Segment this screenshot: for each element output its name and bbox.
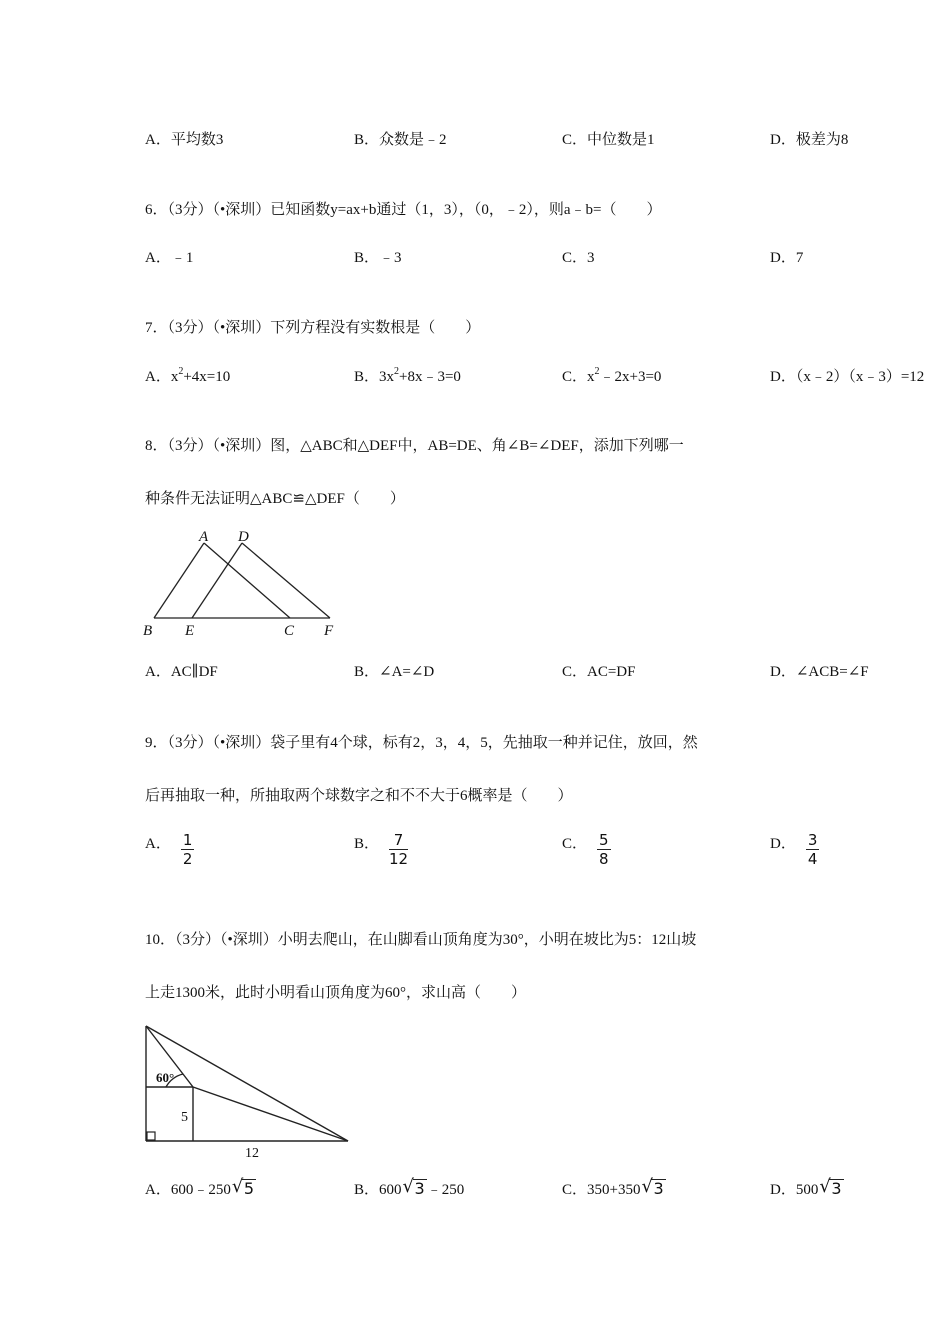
q7-option-b: B．$3x^2+8x﹣3=0$: [354, 366, 461, 385]
q7-stem: 7．（3分）（•深圳）下列方程没有实数根是（ ）: [145, 320, 481, 336]
fraction: $\frac{5}{8}$: [599, 831, 609, 868]
q6-option-b: B．﹣3: [354, 250, 402, 266]
q5-option-b: B．众数是﹣2: [354, 132, 447, 148]
q6-option-a: A．﹣1: [145, 250, 194, 266]
label-a: A: [199, 529, 209, 545]
label-e: E: [185, 623, 195, 639]
q8-option-c: C．AC=DF: [562, 664, 636, 680]
q9-option-b: B． $\frac{7}{12}$: [354, 831, 409, 868]
q9-option-c: C． $\frac{5}{8}$: [562, 831, 609, 868]
q10-stem-line2: 上走1300米，此时小明看山顶角度为60°，求山高（ ）: [145, 985, 527, 1001]
radical: √ 5: [231, 1176, 255, 1198]
q5-option-c: C．中位数是1: [562, 132, 655, 148]
q10-option-a: A．600﹣250 √ 5: [145, 1176, 255, 1198]
label-d: D: [238, 529, 249, 545]
q10-option-d: D．500 √ 3: [770, 1176, 842, 1198]
fraction: $\frac{3}{4}$: [807, 831, 818, 868]
q8-option-d: D．∠ACB=∠F: [770, 664, 869, 680]
q6-stem: 6．（3分）（•深圳）已知函数y=ax+b通过（1，3），（0，﹣2），则a﹣b=（ ）: [145, 202, 662, 218]
radical: √ 3: [402, 1176, 425, 1198]
label-b: B: [143, 623, 153, 639]
q6-option-d: D．7: [770, 250, 804, 266]
q10-option-c: C．350+350 √ 3: [562, 1176, 664, 1198]
q8-option-b: B．∠A=∠D: [354, 664, 435, 680]
q10-stem-line1: 10．（3分）（•深圳）小明去爬山，在山脚看山顶角度为30°，小明在坡比为5：12山坡: [145, 932, 697, 948]
q7-option-a: A．$x^2+4x=10$: [145, 366, 231, 385]
q10-mountain-figure: [140, 1020, 360, 1165]
q9-stem-line1: 9．（3分）（•深圳）袋子里有4个球，标有2，3，4，5，先抽取一种并记住，放回，然: [145, 735, 698, 751]
q8-option-a: A．AC∥DF: [145, 664, 218, 680]
q9-option-a: A． $\frac{1}{2}$: [145, 831, 193, 868]
q9-option-d: D． $\frac{3}{4}$: [770, 831, 818, 868]
q6-option-c: C．3: [562, 250, 595, 266]
q5-option-a: A．平均数3: [145, 132, 224, 148]
fraction: $\frac{1}{2}$: [182, 831, 193, 868]
radical: √ 3: [641, 1176, 664, 1198]
q9-stem-line2: 后再抽取一种，所抽取两个球数字之和不不大于6概率是（ ）: [145, 788, 573, 804]
q7-option-c: C．$x^2﹣2x+3=0$: [562, 366, 662, 385]
q8-triangle-figure: [140, 525, 350, 645]
label-c: C: [284, 623, 295, 639]
q5-option-d: D．极差为8: [770, 132, 849, 148]
height-label: 5: [181, 1110, 188, 1125]
radical: √ 3: [819, 1176, 842, 1198]
q10-option-b: B．600 √ 3 ﹣250: [354, 1176, 465, 1198]
q8-stem-line1: 8．（3分）（•深圳）图，△ABC和△DEF中，AB=DE、角∠B=∠DEF，添加下列哪一: [145, 438, 684, 454]
label-f: F: [324, 623, 334, 639]
q8-stem-line2: 种条件无法证明△ABC≌△DEF（ ）: [145, 491, 405, 507]
angle-label: 60°: [156, 1070, 175, 1085]
q7-option-d: D．（x﹣2）（x﹣3）=12: [770, 369, 925, 385]
fraction: $\frac{7}{12}$: [389, 831, 409, 868]
base-label: 12: [245, 1146, 259, 1161]
